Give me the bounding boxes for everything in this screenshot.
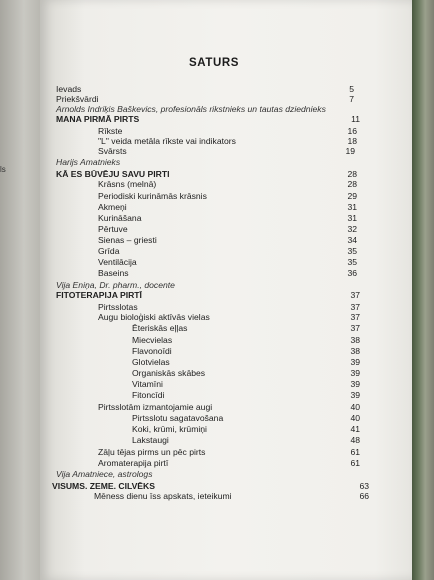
- toc-entry-title: Zāļu tējas pirms un pēc pirts: [98, 447, 206, 457]
- toc-entry-page-number: 19: [345, 146, 355, 156]
- toc-entry-page-number: 61: [350, 447, 360, 457]
- toc-entry-page-number: 40: [350, 402, 360, 412]
- toc-entry-title: Kurināšana: [98, 213, 142, 223]
- toc-entry-page-number: 37: [350, 312, 360, 322]
- toc-entry-page-number: 39: [350, 390, 360, 400]
- toc-entry-title: Priekšvārdi: [56, 94, 99, 104]
- toc-entry-title: Pērtuve: [98, 224, 128, 234]
- toc-entry-page-number: 29: [347, 191, 357, 201]
- toc-entry-title: Lakstaugi: [132, 435, 169, 445]
- toc-entry-page-number: 66: [359, 491, 369, 501]
- toc-entry-title: Ievads: [56, 84, 82, 94]
- toc-entry-page-number: 18: [347, 136, 357, 146]
- toc-entry-page-number: 31: [347, 213, 357, 223]
- toc-entry-title: MANA PIRMĀ PIRTS: [56, 114, 140, 124]
- toc-entry-title: Organiskās skābes: [132, 368, 206, 378]
- toc-entry-page-number: 41: [350, 424, 360, 434]
- toc-entry-page-number: 39: [350, 379, 360, 389]
- toc-entry: [98, 447, 360, 458]
- toc-entry: [98, 246, 357, 257]
- toc-entry: [98, 268, 357, 279]
- toc-entry: [132, 368, 360, 379]
- toc-entry-page-number: 11: [351, 114, 360, 124]
- toc-entry: [98, 235, 357, 246]
- toc-entry-page-number: 63: [359, 481, 369, 491]
- page-title: SATURS: [189, 57, 240, 69]
- toc-entry: [56, 114, 360, 125]
- toc-entry-page-number: 36: [347, 268, 357, 278]
- toc-entry-title: Flavonoīdi: [132, 346, 172, 356]
- toc-entry: [98, 312, 360, 323]
- toc-entry-title: Periodiski kurināmās krāsnis: [98, 191, 207, 201]
- toc-entry-title: Koki, krūmi, krūmiņi: [132, 424, 207, 434]
- toc-entry: [98, 202, 357, 213]
- toc-entry-page-number: 37: [350, 290, 360, 300]
- toc-entry-page-number: 61: [350, 458, 360, 468]
- toc-entry-title: Mēness dienu īss apskats, ieteikumi: [94, 491, 232, 501]
- toc-entry-title: Ēteriskās eļļas: [132, 323, 188, 333]
- toc-entry: [98, 402, 360, 413]
- toc-entry: [132, 323, 360, 334]
- toc-entry: [98, 458, 360, 469]
- toc-entry-page-number: 35: [347, 257, 357, 267]
- toc-entry-page-number: 16: [347, 126, 357, 136]
- toc-entry-title: Augu bioloģiski aktīvās vielas: [98, 312, 210, 322]
- toc-entry-title: Glotvielas: [132, 357, 170, 367]
- toc-entry-title: Grīda: [98, 246, 120, 256]
- toc-entry: [98, 146, 355, 157]
- toc-entry: [98, 179, 357, 190]
- toc-entry-title: Arnolds Indriķis Baškevics, profesionāls rikstnieks un tautas dziednieks: [56, 104, 326, 114]
- toc-entry: [132, 379, 360, 390]
- toc-entry-page-number: 28: [347, 179, 357, 189]
- toc-entry: [132, 424, 360, 435]
- toc-entry-page-number: 31: [347, 202, 357, 212]
- toc-entry: [132, 346, 360, 357]
- toc-entry-title: Vija Eniņa, Dr. pharm., docente: [56, 280, 175, 290]
- left-page-text-fragment: ls: [0, 165, 6, 174]
- toc-entry-page-number: 37: [350, 302, 360, 312]
- toc-entry-title: Fitoncīdi: [132, 390, 165, 400]
- toc-entry-title: Sienas – griesti: [98, 235, 157, 245]
- toc-entry-title: KĀ ES BŪVĒJU SAVU PIRTI: [56, 169, 170, 179]
- toc-entry-page-number: 38: [350, 335, 360, 345]
- toc-entry-page-number: 34: [347, 235, 357, 245]
- toc-entry-page-number: 5: [349, 84, 354, 94]
- toc-entry: [132, 435, 360, 446]
- toc-entry-page-number: 39: [350, 357, 360, 367]
- toc-entry-title: Ventilācija: [98, 257, 137, 267]
- toc-entry-page-number: 35: [347, 246, 357, 256]
- toc-entry-title: VISUMS. ZEME. CILVĒKS: [52, 481, 155, 491]
- toc-entry-title: Aromaterapija pirtī: [98, 458, 169, 468]
- toc-entry-title: Krāsns (melnā): [98, 179, 157, 189]
- toc-entry: [132, 335, 360, 346]
- toc-entry: [98, 191, 357, 202]
- toc-entry-title: Harijs Amatnieks: [56, 157, 121, 167]
- toc-entry-title: Svārsts: [98, 146, 127, 156]
- toc-entry-page-number: 28: [347, 169, 357, 179]
- toc-entry-title: FITOTERAPIJA PIRTĪ: [56, 290, 142, 300]
- toc-entry-page-number: 40: [350, 413, 360, 423]
- toc-entry-title: Miecvielas: [132, 335, 173, 345]
- toc-entry: [98, 257, 357, 268]
- toc-entry: [94, 491, 369, 502]
- toc-entry-page-number: 7: [349, 94, 354, 104]
- toc-entry-page-number: 39: [350, 368, 360, 378]
- toc-entry-page-number: 32: [347, 224, 357, 234]
- toc-entry-title: Pirtsslotu sagatavošana: [132, 413, 224, 423]
- toc-entry: [98, 213, 357, 224]
- toc-entry-title: "L" veida metāla rīkste vai indikators: [98, 136, 236, 146]
- toc-entry-title: Akmeņi: [98, 202, 127, 212]
- toc-entry-page-number: 48: [350, 435, 360, 445]
- toc-entry: [56, 290, 360, 301]
- toc-entry: [132, 413, 360, 424]
- toc-entry: [98, 224, 357, 235]
- toc-entry-title: Vija Amatniece, astrologs: [56, 469, 153, 479]
- toc-entry-title: Rīkste: [98, 126, 123, 136]
- toc-entry: [56, 157, 355, 168]
- toc-entry-title: Pirtsslotām izmantojamie augi: [98, 402, 213, 412]
- toc-entry-page-number: 38: [350, 346, 360, 356]
- toc-entry: [132, 390, 360, 401]
- toc-entry: [56, 469, 360, 480]
- toc-entry-title: Vitamīni: [132, 379, 163, 389]
- toc-entry: [132, 357, 360, 368]
- toc-entry-title: Baseins: [98, 268, 129, 278]
- toc-entry-page-number: 37: [350, 323, 360, 333]
- toc-entry-title: Pirtsslotas: [98, 302, 138, 312]
